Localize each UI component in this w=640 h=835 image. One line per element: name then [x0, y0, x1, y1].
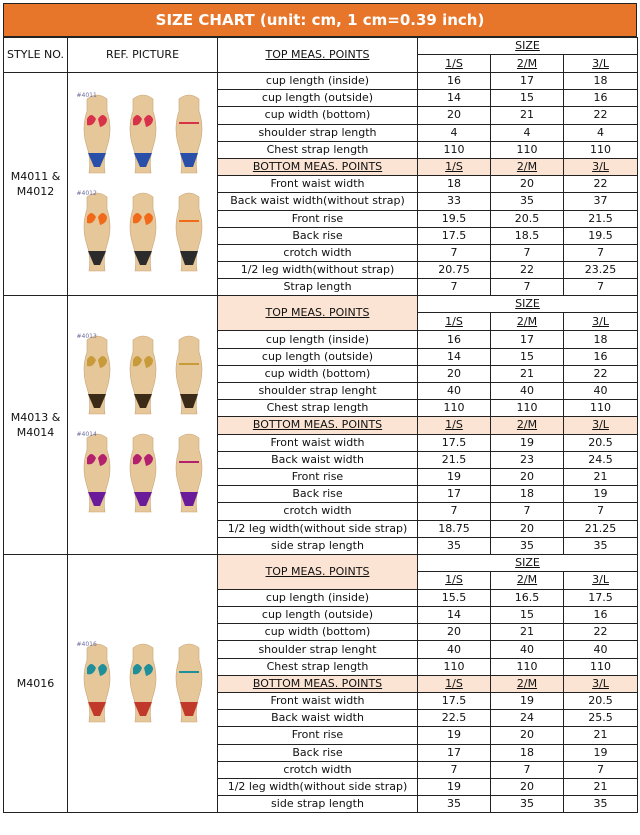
size-m-label: 2/M [491, 675, 564, 692]
top-meas-header: TOP MEAS. POINTS [218, 554, 418, 589]
photo-code: #4013 [76, 333, 97, 341]
value-s: 18.75 [418, 520, 491, 537]
value-l: 21.25 [564, 520, 638, 537]
measurement-point: Chest strap length [218, 400, 418, 417]
measurement-point: side strap length [218, 796, 418, 813]
photo-code: #4014 [76, 431, 97, 439]
value-s: 17 [418, 744, 491, 761]
product-photo [73, 89, 213, 181]
value-m: 20.5 [491, 210, 564, 227]
value-l: 22 [564, 624, 638, 641]
bottom-meas-header: BOTTOM MEAS. POINTS [218, 417, 418, 434]
value-l: 19.5 [564, 227, 638, 244]
size-s-label: 1/S [418, 417, 491, 434]
value-m: 35 [491, 796, 564, 813]
size-l-label: 3/L [592, 573, 609, 587]
measurement-point: Back waist width [218, 710, 418, 727]
measurement-point: cup length (inside) [218, 73, 418, 90]
value-l: 16 [564, 607, 638, 624]
value-s: 20 [418, 107, 491, 124]
style-number: M4011 & M4012 [4, 73, 68, 296]
value-m: 20 [491, 778, 564, 795]
size-s-label: 1/S [418, 675, 491, 692]
value-s: 18 [418, 176, 491, 193]
value-l: 35 [564, 537, 638, 554]
size-table [3, 37, 638, 813]
value-s: 7 [418, 244, 491, 261]
ref-picture-header: REF. PICTURE [68, 38, 218, 73]
size-m-label: 2/M [491, 572, 564, 589]
top-meas-header: TOP MEAS. POINTS [218, 38, 418, 73]
measurement-point: cup length (inside) [218, 331, 418, 348]
value-l: 18 [564, 73, 638, 90]
value-m: 23 [491, 451, 564, 468]
size-l-label: 3/L [564, 675, 638, 692]
value-l: 20.5 [564, 434, 638, 451]
ref-picture-cell [68, 554, 218, 812]
measurement-point: cup length (outside) [218, 90, 418, 107]
value-l: 7 [564, 244, 638, 261]
value-s: 7 [418, 279, 491, 296]
measurement-point: Front waist width [218, 693, 418, 710]
value-m: 18 [491, 486, 564, 503]
measurement-point: cup width (bottom) [218, 624, 418, 641]
photo-stack [68, 330, 217, 520]
value-l: 17.5 [564, 589, 638, 606]
size-header-cell [418, 38, 638, 73]
value-m: 17 [491, 331, 564, 348]
value-l: 22 [564, 107, 638, 124]
measurement-point: side strap length [218, 537, 418, 554]
value-l: 18 [564, 331, 638, 348]
value-m: 15 [491, 348, 564, 365]
measurement-point: Front waist width [218, 176, 418, 193]
value-s: 14 [418, 607, 491, 624]
value-s: 40 [418, 383, 491, 400]
measurement-point: Front rise [218, 210, 418, 227]
value-s: 110 [418, 658, 491, 675]
value-l: 4 [564, 124, 638, 141]
value-m: 20 [491, 727, 564, 744]
ref-picture-cell [68, 296, 218, 554]
value-s: 110 [418, 400, 491, 417]
product-photo [73, 638, 213, 730]
measurement-point: crotch width [218, 503, 418, 520]
size-header-cell [418, 296, 638, 331]
value-l: 24.5 [564, 451, 638, 468]
value-m: 21 [491, 107, 564, 124]
value-s: 4 [418, 124, 491, 141]
value-s: 16 [418, 331, 491, 348]
top-meas-header: TOP MEAS. POINTS [218, 296, 418, 331]
size-m-label: 2/M [491, 417, 564, 434]
bottom-meas-header: BOTTOM MEAS. POINTS [218, 675, 418, 692]
size-m-label: 2/M [491, 158, 564, 175]
value-m: 18 [491, 744, 564, 761]
value-l: 7 [564, 279, 638, 296]
value-l: 16 [564, 348, 638, 365]
value-l: 110 [564, 658, 638, 675]
size-chart [3, 3, 637, 813]
value-s: 21.5 [418, 451, 491, 468]
measurement-point: Chest strap length [218, 658, 418, 675]
measurement-point: cup width (bottom) [218, 107, 418, 124]
value-l: 40 [564, 641, 638, 658]
measurement-point: cup length (outside) [218, 348, 418, 365]
value-m: 110 [491, 400, 564, 417]
measurement-point: shoulder strap length [218, 124, 418, 141]
size-s-label: 1/S [418, 313, 491, 330]
measurement-point: Front rise [218, 468, 418, 485]
value-m: 16.5 [491, 589, 564, 606]
value-l: 21 [564, 778, 638, 795]
value-s: 35 [418, 796, 491, 813]
value-s: 20.75 [418, 262, 491, 279]
measurement-point: cup length (outside) [218, 607, 418, 624]
value-m: 15 [491, 90, 564, 107]
value-l: 7 [564, 503, 638, 520]
value-s: 19 [418, 727, 491, 744]
value-s: 14 [418, 90, 491, 107]
measurement-point: Back rise [218, 227, 418, 244]
size-header-cell [418, 554, 638, 589]
value-l: 19 [564, 744, 638, 761]
value-s: 19.5 [418, 210, 491, 227]
measurement-point: cup length (inside) [218, 589, 418, 606]
measurement-point: shoulder strap lenght [218, 383, 418, 400]
style-number: M4013 & M4014 [4, 296, 68, 554]
photo-stack [68, 638, 217, 730]
measurement-point: 1/2 leg width(without strap) [218, 262, 418, 279]
photo-code: #4012 [76, 190, 97, 198]
value-m: 17 [491, 73, 564, 90]
value-l: 19 [564, 486, 638, 503]
value-s: 19 [418, 468, 491, 485]
value-m: 20 [491, 520, 564, 537]
section-header-row [4, 554, 638, 589]
size-l-label: 3/L [592, 314, 609, 328]
value-s: 16 [418, 73, 491, 90]
product-photo [73, 187, 213, 279]
product-photo [73, 330, 213, 422]
value-m: 40 [491, 383, 564, 400]
value-l: 37 [564, 193, 638, 210]
photo-code: #4016 [76, 640, 97, 648]
value-m: 24 [491, 710, 564, 727]
section-header-row [4, 296, 638, 331]
measurement-point: cup width (bottom) [218, 365, 418, 382]
measurement-point: Back waist width [218, 451, 418, 468]
value-m: 35 [491, 537, 564, 554]
measurement-row [4, 73, 638, 90]
value-s: 15.5 [418, 589, 491, 606]
value-s: 20 [418, 624, 491, 641]
value-l: 21 [564, 468, 638, 485]
value-s: 20 [418, 365, 491, 382]
measurement-point: Strap length [218, 279, 418, 296]
measurement-point: Front waist width [218, 434, 418, 451]
measurement-point: shoulder strap lenght [218, 641, 418, 658]
product-photo [73, 428, 213, 520]
value-s: 7 [418, 761, 491, 778]
bottom-meas-header: BOTTOM MEAS. POINTS [218, 158, 418, 175]
size-label: SIZE [418, 555, 637, 572]
size-m-label: 2/M [491, 55, 564, 72]
measurement-point: Back rise [218, 486, 418, 503]
value-s: 35 [418, 537, 491, 554]
value-l: 16 [564, 90, 638, 107]
value-m: 35 [491, 193, 564, 210]
value-s: 17.5 [418, 434, 491, 451]
measurement-point: 1/2 leg width(without side strap) [218, 520, 418, 537]
value-l: 110 [564, 400, 638, 417]
value-m: 7 [491, 503, 564, 520]
size-s-label: 1/S [418, 572, 491, 589]
measurement-point: crotch width [218, 761, 418, 778]
value-s: 110 [418, 141, 491, 158]
size-label: SIZE [418, 296, 637, 313]
header-row [4, 38, 638, 73]
value-m: 20 [491, 176, 564, 193]
value-m: 19 [491, 693, 564, 710]
value-m: 4 [491, 124, 564, 141]
value-m: 110 [491, 658, 564, 675]
style-number: M4016 [4, 554, 68, 812]
photo-code: #4011 [76, 92, 97, 100]
size-s-label: 1/S [418, 55, 491, 72]
value-s: 14 [418, 348, 491, 365]
value-l: 21.5 [564, 210, 638, 227]
value-m: 21 [491, 624, 564, 641]
value-s: 19 [418, 778, 491, 795]
size-label: SIZE [418, 38, 637, 55]
value-s: 22.5 [418, 710, 491, 727]
value-m: 20 [491, 468, 564, 485]
value-s: 17.5 [418, 693, 491, 710]
value-m: 7 [491, 761, 564, 778]
value-l: 21 [564, 727, 638, 744]
value-l: 7 [564, 761, 638, 778]
ref-picture-cell [68, 73, 218, 296]
value-l: 22 [564, 176, 638, 193]
measurement-point: Back waist width(without strap) [218, 193, 418, 210]
value-l: 25.5 [564, 710, 638, 727]
value-m: 15 [491, 607, 564, 624]
measurement-point: Front rise [218, 727, 418, 744]
value-m: 7 [491, 244, 564, 261]
style-no-header: STYLE NO. [4, 38, 68, 73]
value-m: 22 [491, 262, 564, 279]
size-s-label: 1/S [418, 158, 491, 175]
size-m-label: 2/M [491, 313, 564, 330]
measurement-point: Back rise [218, 744, 418, 761]
size-l-label: 3/L [592, 56, 609, 70]
measurement-point: 1/2 leg width(without side strap) [218, 778, 418, 795]
value-l: 23.25 [564, 262, 638, 279]
value-l: 35 [564, 796, 638, 813]
photo-stack [68, 89, 217, 279]
value-m: 21 [491, 365, 564, 382]
value-l: 20.5 [564, 693, 638, 710]
chart-title: SIZE CHART (unit: cm, 1 cm=0.39 inch) [3, 3, 637, 37]
value-l: 110 [564, 141, 638, 158]
value-s: 33 [418, 193, 491, 210]
value-m: 7 [491, 279, 564, 296]
value-s: 7 [418, 503, 491, 520]
size-l-label: 3/L [564, 158, 638, 175]
value-l: 22 [564, 365, 638, 382]
value-s: 40 [418, 641, 491, 658]
value-m: 40 [491, 641, 564, 658]
value-s: 17 [418, 486, 491, 503]
value-l: 40 [564, 383, 638, 400]
size-l-label: 3/L [564, 417, 638, 434]
measurement-point: Chest strap length [218, 141, 418, 158]
measurement-point: crotch width [218, 244, 418, 261]
value-m: 18.5 [491, 227, 564, 244]
value-m: 19 [491, 434, 564, 451]
value-m: 110 [491, 141, 564, 158]
value-s: 17.5 [418, 227, 491, 244]
